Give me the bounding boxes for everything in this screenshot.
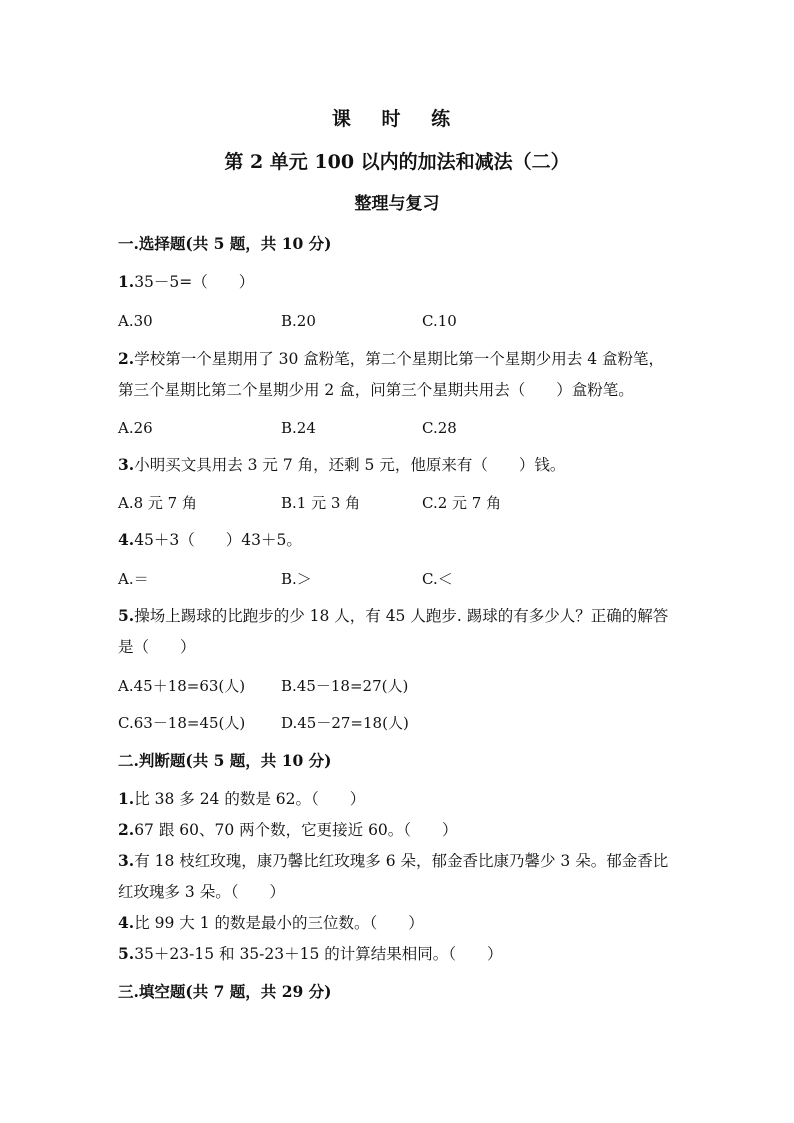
question-number: 5. (118, 606, 135, 625)
option-a: A.8 元 7 角 (118, 494, 197, 512)
option-b: B.1 元 3 角 (281, 494, 361, 512)
option-c: C.28 (422, 419, 457, 437)
option-a: A.30 (118, 312, 153, 330)
page-title: 课 时 练 (331, 108, 463, 130)
option-a: A.＝ (118, 570, 149, 588)
question-text: 有 18 枝红玫瑰，康乃馨比红玫瑰多 6 朵，郁金香比康乃馨少 3 朵。郁金香比 (134, 852, 669, 870)
option-c: C.63－18=45(人) (118, 714, 246, 732)
choice-question-5 (118, 606, 668, 626)
choice-question-2 (118, 349, 664, 369)
judge-question-3 (118, 851, 668, 871)
question-text: 45＋3（ ）43＋5。 (134, 531, 302, 549)
judge-question-5 (118, 944, 503, 964)
judge-question-1 (118, 789, 365, 809)
unit-title: 第 2 单元 100 以内的加法和减法（二） (224, 151, 570, 173)
choice-question-4 (118, 530, 302, 550)
option-a: A.26 (118, 419, 153, 437)
judge-question-4 (118, 913, 424, 933)
question-number: 2. (118, 820, 135, 839)
option-b: B.24 (281, 419, 316, 437)
choice-question-3 (118, 455, 565, 475)
option-b: B.＞ (281, 570, 312, 588)
question-number: 3. (118, 851, 135, 870)
question-text: 比 38 多 24 的数是 62。（ ） (134, 790, 366, 808)
section-heading-judgement: 二.判断题(共 5 题，共 10 分) (118, 751, 332, 770)
question-number: 4. (118, 530, 135, 549)
judge-question-2 (118, 820, 458, 840)
choice-question-2-cont: 第三个星期比第二个星期少用 2 盒，问第三个星期共用去（ ）盒粉笔。 (118, 381, 634, 399)
question-number: 2. (118, 349, 135, 368)
option-c: C.10 (422, 312, 457, 330)
question-number: 4. (118, 913, 135, 932)
question-text: 学校第一个星期用了 30 盒粉笔，第二个星期比第一个星期少用去 4 盒粉笔， (134, 350, 664, 368)
choice-question-1 (118, 272, 254, 292)
choice-question-5-cont: 是（ ） (118, 638, 196, 656)
question-text: 67 跟 60、70 两个数，它更接近 60。（ ） (134, 821, 458, 839)
question-text: 小明买文具用去 3 元 7 角，还剩 5 元，他原来有（ ）钱。 (134, 456, 566, 474)
judge-question-3-cont: 红玫瑰多 3 朵。（ ） (118, 883, 285, 901)
question-number: 1. (118, 272, 135, 291)
option-a: A.45＋18=63(人) (118, 677, 246, 695)
option-b: B.20 (281, 312, 316, 330)
question-number: 1. (118, 789, 135, 808)
question-text: 操场上踢球的比跑步的少 18 人，有 45 人跑步. 踢球的有多少人？正确的解答 (134, 607, 669, 625)
option-c: C.2 元 7 角 (422, 494, 502, 512)
question-text: 35－5=（ ） (134, 273, 255, 291)
question-number: 3. (118, 455, 135, 474)
lesson-subtitle: 整理与复习 (354, 194, 440, 214)
option-b: B.45－18=27(人) (281, 677, 409, 695)
section-heading-fill-blank: 三.填空题(共 7 题，共 29 分) (118, 982, 332, 1001)
option-d: D.45－27=18(人) (281, 714, 409, 732)
question-number: 5. (118, 944, 135, 963)
option-c: C.＜ (422, 570, 453, 588)
question-text: 比 99 大 1 的数是最小的三位数。（ ） (134, 914, 424, 932)
question-text: 35＋23-15 和 35-23＋15 的计算结果相同。（ ） (134, 945, 503, 963)
section-heading-choice: 一.选择题(共 5 题，共 10 分) (118, 234, 332, 253)
